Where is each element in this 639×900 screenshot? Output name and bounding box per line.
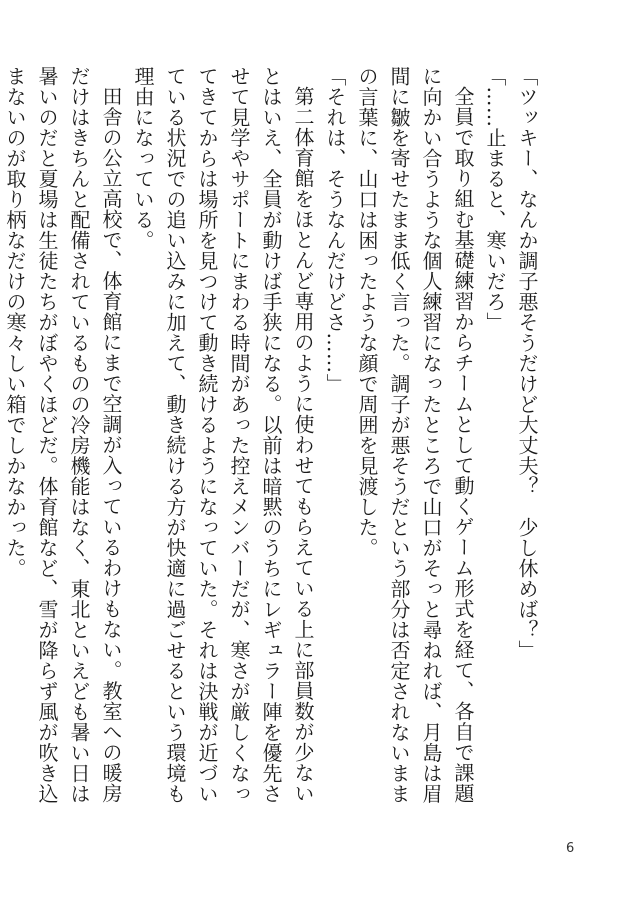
narration-paragraph: 田舎の公立高校で、体育館にまで空調が入っているわけもない。教室への暖房だけはきちんと配備されているものの冷房機能はなく、東北といえども暑い日は暑いのだと夏場は生徒たちがぼやくほどだ。体育館など、雪が降らず風が吹き込まないのが取り柄なだけの寒々しい箱でしかなかった。 [3, 66, 123, 804]
dialogue-line: 「……止まると、寒いだろ」 [483, 66, 507, 333]
dialogue-line: 「それは、そうなんだけどさ……」 [323, 66, 347, 394]
dialogue-line: 「ツッキー、なんか調子悪そうだけど大丈夫？ 少し休めば？」 [515, 66, 539, 661]
page-number: 6 [566, 841, 575, 856]
vertical-text-body [3, 66, 543, 806]
narration-paragraph: 第二体育館をほとんど専用のように使わせてもらえている上に部員数が少ないとはいえ、全員が動けば手狭になる。以前は暗黙のうちにレギュラー陣を優先させて見学やサポートにまわる時間があった控えメンバーだが、寒さが厳しくなってきてからは場所を見つけて動き続けるようになっていた。それは決戦が近づいている状況での追い込みに加えて、動き続ける方が快適に過ごせるという環境も理由になっている。 [131, 66, 315, 804]
narration-paragraph: 全員で取り組む基礎練習からチームとして動くゲーム形式を経て、各自で課題に向かい合うような個人練習になったところで山口がそっと尋ねれば、月島は眉間に皺を寄せたまま低く言った。調子が悪そうだという部分は否定されないままの言葉に、山口は困ったような顔で周囲を見渡した。 [355, 66, 475, 804]
